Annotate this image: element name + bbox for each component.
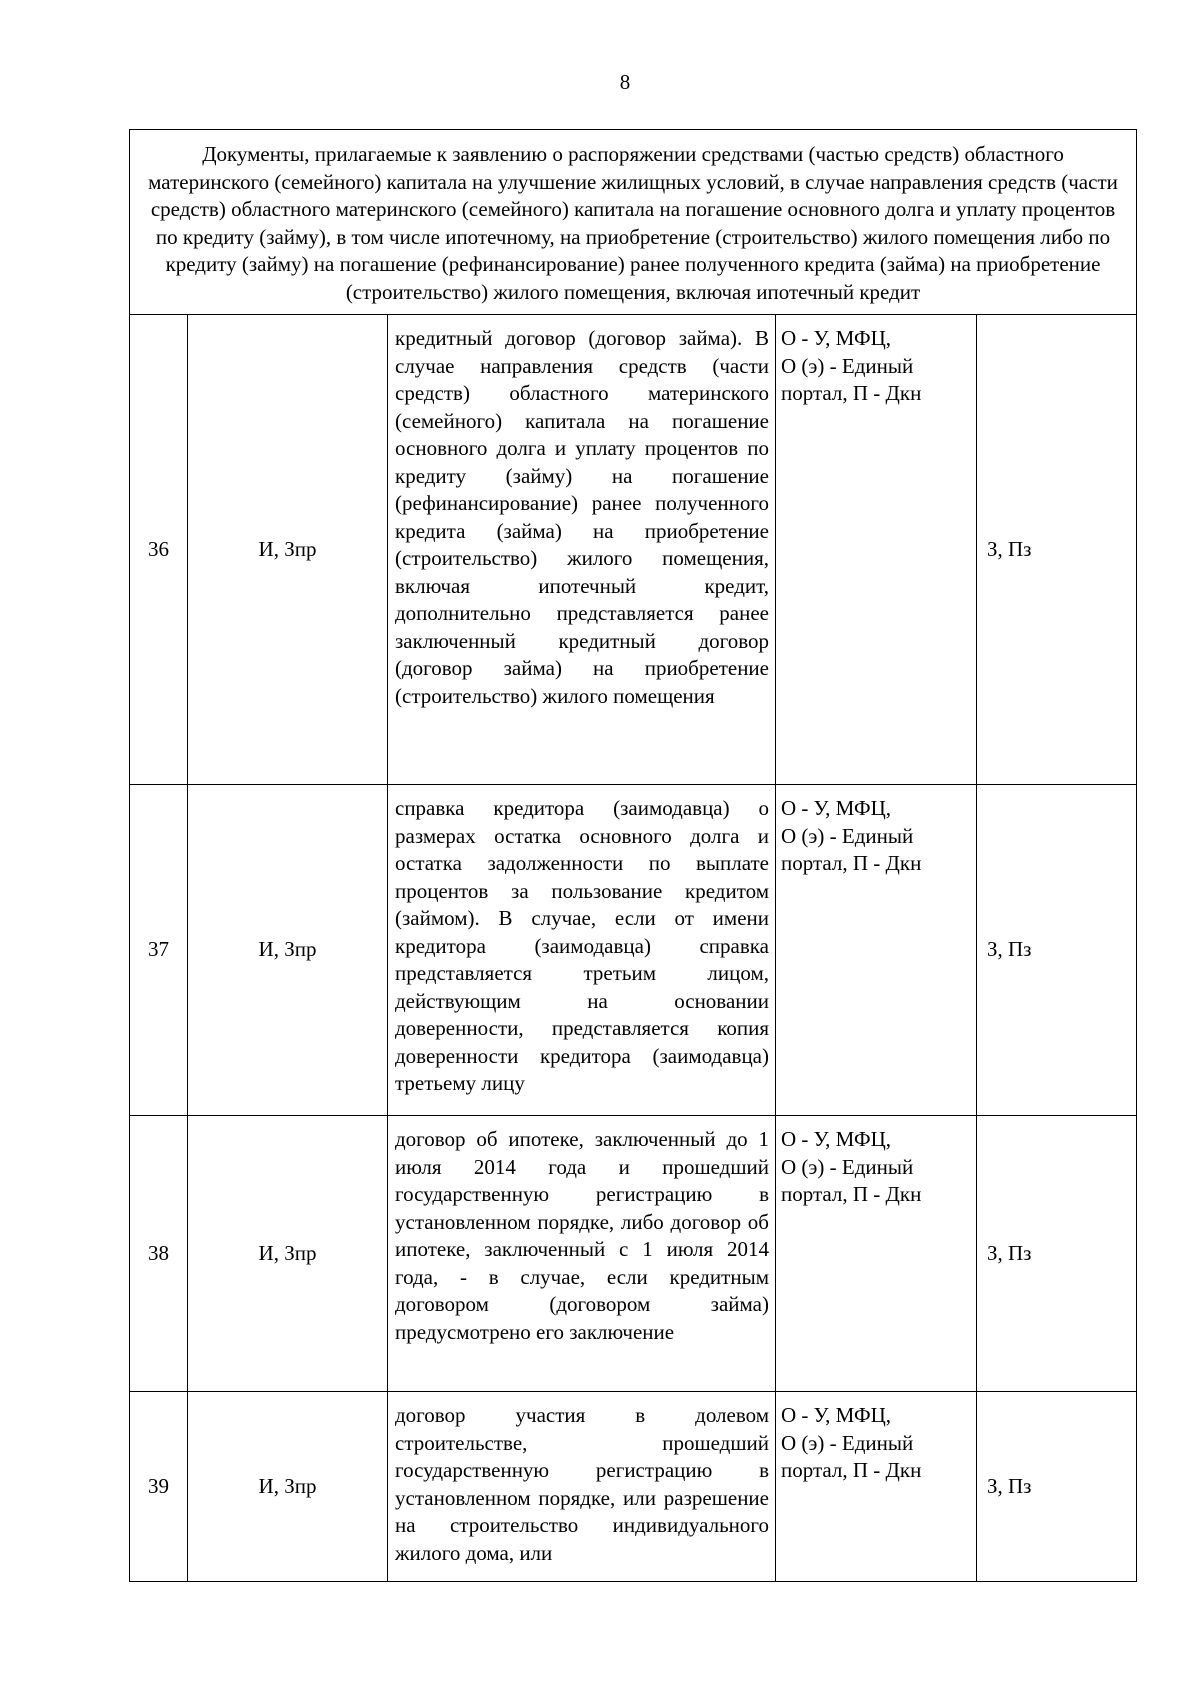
submission-method bbox=[776, 315, 977, 785]
document-type: И, Зпр bbox=[188, 785, 388, 1116]
result-code: З, Пз bbox=[977, 1116, 1137, 1392]
submission-method bbox=[776, 1116, 977, 1392]
documents-table bbox=[129, 129, 1137, 1582]
document-type: И, Зпр bbox=[188, 1392, 388, 1582]
table-header-row bbox=[130, 130, 1137, 315]
description-text: договор участия в долевом строительстве, прошедший государственную регистрацию в установленном порядке, или разрешение на строительство индивидуального жилого дома, или bbox=[395, 1403, 769, 1565]
description-text: договор об ипотеке, заключенный до 1 июля 2014 года и прошедший государственную регистрацию в установленном порядке, либо договор об ипотеке, заключенный с 1 июля 2014 года, - в случае, если кредитным договором (договором займа) предусмотрено его заключение bbox=[395, 1127, 769, 1344]
submission-line: О - У, МФЦ, bbox=[781, 1403, 892, 1427]
submission-line: О (э) - Единый bbox=[781, 353, 914, 378]
document-description bbox=[388, 315, 776, 785]
submission-line: О - У, МФЦ, bbox=[781, 796, 892, 820]
row-number: 36 bbox=[130, 315, 188, 785]
submission-line: О - У, МФЦ, bbox=[781, 1127, 892, 1151]
result-code: З, Пз bbox=[977, 315, 1137, 785]
page-number: 8 bbox=[619, 70, 631, 94]
submission-line: портал, П - Дкн bbox=[781, 1182, 922, 1206]
document-type: И, Зпр bbox=[188, 1116, 388, 1392]
submission-line: портал, П - Дкн bbox=[781, 381, 922, 405]
document-description bbox=[388, 785, 776, 1116]
row-number: 39 bbox=[130, 1392, 188, 1582]
result-code: З, Пз bbox=[977, 785, 1137, 1116]
row-number: 38 bbox=[130, 1116, 188, 1392]
document-type: И, Зпр bbox=[188, 315, 388, 785]
submission-line: О (э) - Единый bbox=[781, 1154, 914, 1179]
description-text: справка кредитора (заимодавца) о размерах остатка основного долга и остатка задолженности по выплате процентов за пользование кредитом (займом). В случае, если от имени кредитора (заимодавца) справка представляется третьим лицом, действующим на основании доверенности, представляется копия доверенности кредитора (заимодавца) третьему лицу bbox=[395, 796, 769, 1095]
table-row bbox=[130, 1392, 1137, 1582]
submission-line: портал, П - Дкн bbox=[781, 1458, 922, 1482]
table-row bbox=[130, 1116, 1137, 1392]
result-code: З, Пз bbox=[977, 1392, 1137, 1582]
submission-method bbox=[776, 785, 977, 1116]
row-number: 37 bbox=[130, 785, 188, 1116]
submission-line: О (э) - Единый bbox=[781, 823, 914, 848]
submission-line: портал, П - Дкн bbox=[781, 851, 922, 875]
submission-line: О - У, МФЦ, bbox=[781, 326, 892, 350]
table-row bbox=[130, 785, 1137, 1116]
document-description bbox=[388, 1392, 776, 1582]
table-row bbox=[130, 315, 1137, 785]
document-description bbox=[388, 1116, 776, 1392]
submission-method bbox=[776, 1392, 977, 1582]
submission-line: О (э) - Единый bbox=[781, 1430, 914, 1455]
section-header: Документы, прилагаемые к заявлению о распоряжении средствами (частью средств) областного материнского (семейного) капитала на улучшение жилищных условий, в случае направления средств (части средств) областного материнского (семейного) капитала на погашение основного долга и уплату процентов по кредиту (займу), в том числе ипотечному, на приобретение (строительство) жилого помещения либо по кредиту (займу) на погашение (рефинансирование) ранее полученного кредита (займа) на приобретение (строительство) жилого помещения, включая ипотечный кредит bbox=[130, 130, 1137, 315]
description-text: кредитный договор (договор займа). В случае направления средств (части средств) областного материнского (семейного) капитала на погашение основного долга и уплату процентов по кредиту (займу) на погашение (рефинансирование) ранее полученного кредита (займа) на приобретение (строительство) жилого помещения, включая ипотечный кредит, дополнительно представляется ранее заключенный кредитный договор (договор займа) на приобретение (строительство) жилого помещения bbox=[395, 326, 769, 708]
